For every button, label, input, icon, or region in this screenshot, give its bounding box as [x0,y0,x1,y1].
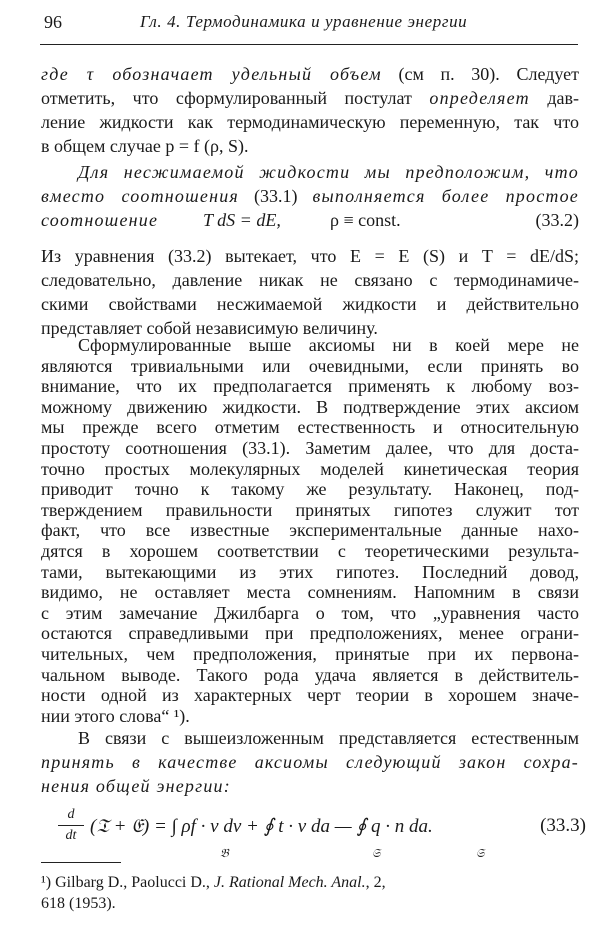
text-line: чительных, чем предположения, принятые при их первона- [41,644,579,664]
page-header [0,12,600,40]
page-number: 96 [44,12,62,32]
text-line: точно простых молекулярных моделей кинетическая теория [41,458,579,479]
text-line: где τ обозначает удельный объем (см п. 30). Следует [41,64,579,84]
text-line: простоту соотношения (33.1). Заметим далее, что для доста- [41,438,579,458]
text-line: остаются справедливыми при предположениях, менее ограни- [41,623,579,644]
text-line: представляет собой независимую величину. [41,318,378,338]
text-line: чальном выводе. Такого рода удача является в действитель- [41,664,579,685]
text-line: факт, что все известные экспериментальные данные нахо- [41,520,579,541]
running-head: Гл. 4. Термодинамика и уравнение энергии [140,12,468,31]
fraction-numerator: d [67,807,75,822]
text-line: В связи с вышеизложенным представляется естественным [78,728,579,748]
text-line: Для несжимаемой жидкости мы предположим, что [78,162,579,182]
integral-domain-subscript: 𝔅 [220,846,229,860]
text-line: можному движению жидкости. В подтверждение этих аксиом [41,396,579,417]
text-line: нии этого слова“ ¹). [41,705,190,726]
header-rule [40,44,578,45]
fraction-denominator: dt [65,828,77,843]
derivative-fraction [56,806,86,845]
text-line: видимо, не оставляет места сомнениям. Напомним в связи [41,582,579,603]
equation-body: (𝔗 + 𝔈) = ∫ ρf · v dv + ∮ t · v da — ∮ q · n da. [90,816,433,837]
text-line: следовательно, давление никак не связано с термодинамиче- [41,270,579,290]
equation-rhs: ρ ≡ const. [330,210,401,230]
integral-domain-subscript: 𝔖 [476,846,485,860]
text-line: ности одной из характерных черт теории в хорошем значе- [41,685,579,706]
text-line: Сформулированные выше аксиомы ни в коей мере не [78,335,579,355]
text-line: отметить, что сформулированный постулат определяет дав- [41,88,579,108]
text-line: тверждением правильности принятых гипотез служит тот [41,499,579,520]
text-line: дятся в хорошем соответствии с теоретическими результа- [41,541,579,561]
equation-number: (33.2) [535,210,579,230]
footnote-rule [41,862,121,863]
equation-number: (33.3) [540,815,586,836]
equation-lhs: T dS = dE, [203,210,281,230]
text-line: Из уравнения (33.2) вытекает, что E = E (S) и T = dE/dS; [41,246,579,266]
text-line: мы прежде всего отметим естественность и относительную [41,417,579,438]
text-line: являются тривиальными или очевидными, если принять во [41,355,579,376]
text-line: вместо соотношения (33.1) выполняется более простое [41,186,579,206]
text-line: приводит точно к такому же результату. Наконец, под- [41,479,579,500]
text-line: тами, вытекающими из этих гипотез. Последний довод, [41,561,579,582]
text-line: принять в качестве аксиомы следующий закон сохра- [41,752,579,772]
text-line: соотношение [41,210,159,230]
text-line: в общем случае p = f (ρ, S). [41,136,249,156]
equation-33-3 [56,806,586,866]
footnote-line: 618 (1953). [41,895,116,912]
text-line: с этим замечание Джилбарга о том, что „уравнения часто [41,602,579,623]
text-line: внимание, что их предполагается применять к любому воз- [41,376,579,397]
text-line: скими свойствами несжимаемой жидкости и действительно [41,294,579,314]
integral-domain-subscript: 𝔖 [372,846,381,860]
text-line: ление жидкости как термодинамическую переменную, так что [41,112,579,132]
text-line: нения общей энергии: [41,776,231,796]
footnote: ¹) Gilbarg D., Paolucci D., J. Rational Mech. Anal., 2, [41,874,386,891]
